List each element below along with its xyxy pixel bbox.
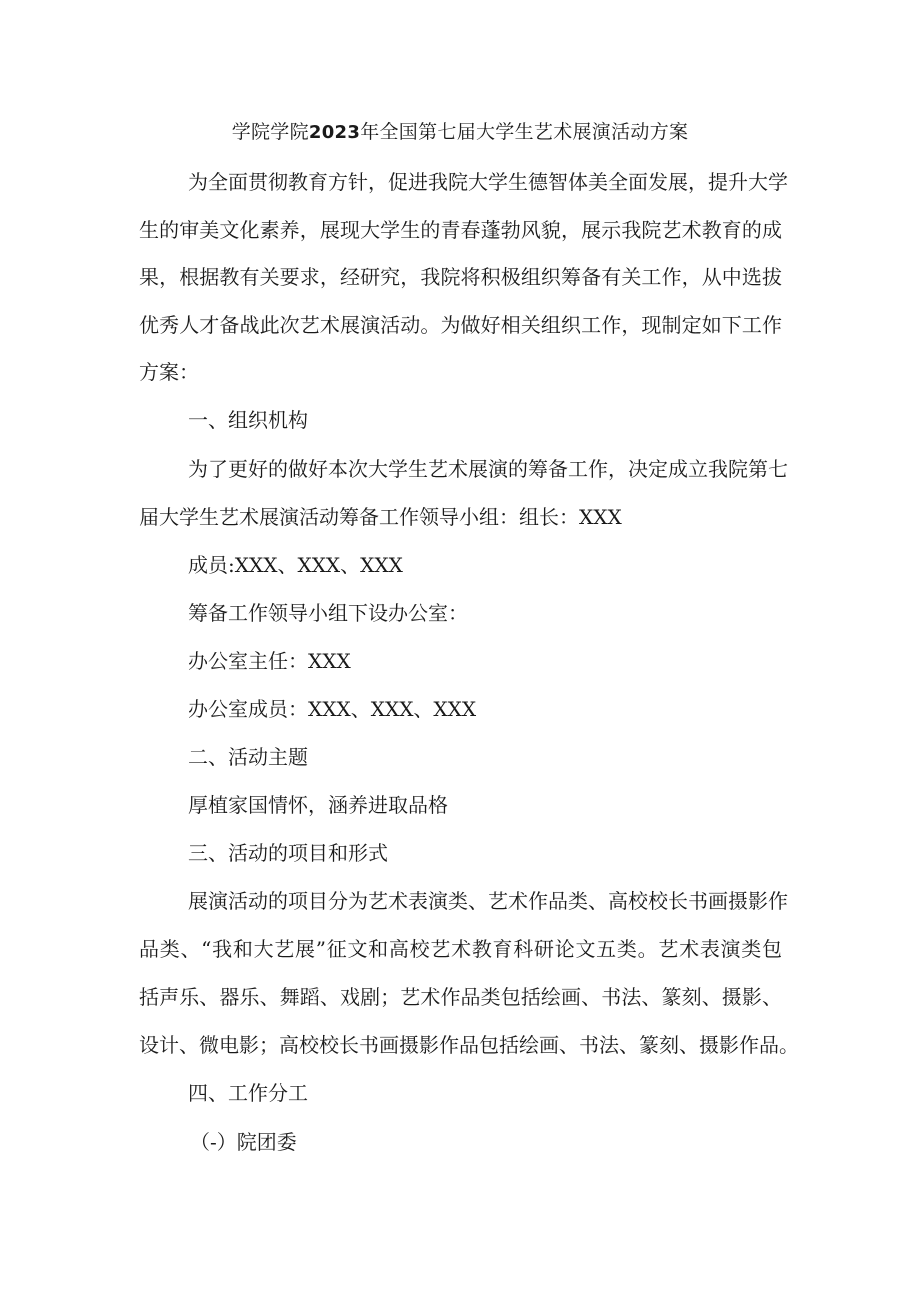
paragraph-line: 设计、微电影；高校校长书画摄影作品包括绘画、书法、篆刻、摄影作品。 xyxy=(139,1033,799,1057)
paragraph-line: 优秀人才备战此次艺术展演活动。为做好相关组织工作，现制定如下工作 xyxy=(139,313,782,337)
paragraph-line: 为全面贯彻教育方针，促进我院大学生德智体美全面发展，提升大学 xyxy=(188,170,788,194)
title-prefix: 学院学院 xyxy=(231,121,309,143)
section-heading: 三、活动的项目和形式 xyxy=(188,841,388,865)
section-heading: 一、组织机构 xyxy=(188,408,308,432)
title-year: 2023 xyxy=(308,122,361,143)
paragraph-line: 展演活动的项目分为艺术表演类、艺术作品类、高校校长书画摄影作 xyxy=(188,889,788,913)
paragraph-line: 果，根据教有关要求，经研究，我院将积极组织筹备有关工作，从中选拔 xyxy=(139,265,782,289)
paragraph-line: 品类、“我和大艺展”征文和高校艺术教育科研论文五类。艺术表演类包 xyxy=(139,937,782,961)
paragraph-line: 届大学生艺术展演活动筹备工作领导小组：组长：XXX xyxy=(139,505,622,529)
document-title xyxy=(0,118,920,147)
title-suffix: 年全国第七届大学生艺术展演活动方案 xyxy=(360,121,689,143)
section-heading: 四、工作分工 xyxy=(188,1081,308,1105)
subsection-heading: （-）院团委 xyxy=(190,1130,297,1154)
paragraph-line: 办公室成员：XXX、XXX、XXX xyxy=(188,697,477,721)
paragraph-line: 筹备工作领导小组下设办公室： xyxy=(188,601,468,625)
section-heading: 二、活动主题 xyxy=(188,745,308,769)
paragraph-line: 为了更好的做好本次大学生艺术展演的筹备工作，决定成立我院第七 xyxy=(188,457,788,481)
paragraph-line: 厚植家国情怀，涵养进取品格 xyxy=(188,793,448,817)
paragraph-line: 生的审美文化素养，展现大学生的青春蓬勃风貌，展示我院艺术教育的成 xyxy=(139,218,782,242)
paragraph-line: 办公室主任：XXX xyxy=(188,649,351,673)
paragraph-line: 成员:XXX、XXX、XXX xyxy=(188,553,403,577)
paragraph-line: 括声乐、器乐、舞蹈、戏剧；艺术作品类包括绘画、书法、篆刻、摄影、 xyxy=(139,985,782,1009)
paragraph-line: 方案： xyxy=(139,360,199,384)
